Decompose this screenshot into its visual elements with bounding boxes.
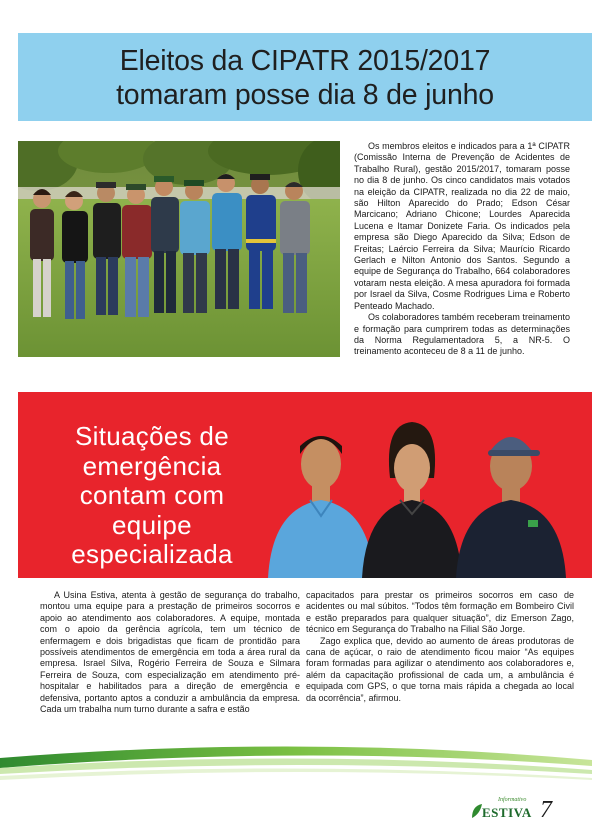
headline-banner-red <box>18 392 592 578</box>
headline-line: tomaram posse dia 8 de junho <box>116 79 494 111</box>
logo-text: ESTIVA <box>482 805 532 820</box>
paragraph: Zago explica que, devido ao aumento de áreas produtoras de cana de açúcar, o raio de atendimento ficou maior “As equipes foram formadas para agilizar o atendimento aos colaboradores e, além da capacitação profissional de cada um, a ambulância é equipada com GPS, o que torna mais rápida a chegada ao local da ocorrência”, afirmou. <box>306 635 574 703</box>
headline-line: emergência <box>82 450 222 481</box>
portrait-man-cap <box>454 410 568 578</box>
paragraph: Os colaboradores também receberam treinamento e formação para cumprirem todas as determinações da Norma Regulamentadora 5, a NR-5. O treinamento aconteceu de 8 a 11 de junho. <box>354 312 570 357</box>
logo-subtext: Informativo <box>498 797 527 803</box>
group-photo-illustration <box>18 141 340 357</box>
headline-line: Eleitos da CIPATR 2015/2017 <box>119 45 491 77</box>
estiva-logo <box>470 797 538 822</box>
article-column-left <box>40 590 300 715</box>
headline-line: equipe <box>112 509 192 540</box>
article-column-right <box>306 590 574 704</box>
paragraph: A Usina Estiva, atenta à gestão de segurança do trabalho, montou uma equipe para a prestação de primeiros socorros e apoio ao atendimento aos colaboradores. A equipe, montada com o apoio da gerência agrícola, tem um técnico de enfermagem e dois brigadistas que ficam de prontidão para possíveis atendimentos de emergência em toda a área rural da empresa. Israel Silva, Rogério Ferreira de Souza e Silmara Ferreira de Souza, com especialização em atendimento pré-hospitalar e habilitados para a direção de emergência e defensiva, portanto aptos a conduzir a ambulância da empresa. Cada um trabalha num turno durante a safra e estão <box>40 590 300 715</box>
portrait-woman-black-shirt <box>360 418 464 578</box>
headline-banner <box>18 33 592 121</box>
article-headline <box>18 33 592 112</box>
headline-line: contam com <box>79 480 225 510</box>
headline-line: Situações de <box>75 421 229 451</box>
headline-line: especializada <box>71 539 233 569</box>
article-headline <box>18 422 286 570</box>
group-photo <box>18 141 340 357</box>
article-body <box>354 141 570 358</box>
page-number: 7 <box>540 797 552 823</box>
paragraph: Os membros eleitos e indicados para a 1ª CIPATR (Comissão Interna de Prevenção de Acidentes de Trabalho Rural), gestão 2015/2017, tomaram posse no dia 8 de junho. Os cinco candidatos mais votados na eleição da CIPATR, realizada no dia 22 de maio, são Hilton Aparecido do Prado; Edson César Marcicano; Adriano Chicone; Lourdes Aparecida Lucena e Itamar Donizete Faria. Os indicados pela empresa são Diego Aparecido da Silva; Edson de Freitas; Laércio Ferreira da Silva; Maurício Ricardo Gerlach e Nilton Antonio dos Santos. Segundo a equipe de Segurança do Trabalho, 664 colaboradores votaram nesta eleição. A mesa apuradora foi formada por Israel da Silva, Cosme Rodrigues Lima e Roberto Penteado Machado. <box>354 141 570 311</box>
paragraph-continued: capacitados para prestar os primeiros socorros em caso de acidentes ou mal súbitos. “Todos têm formação em Bombeiro Civil e estão preparados para qualquer situação”, diz Emerson Zago, técnico em Segurança do Trabalho na Filial São Jorge. <box>306 590 574 635</box>
